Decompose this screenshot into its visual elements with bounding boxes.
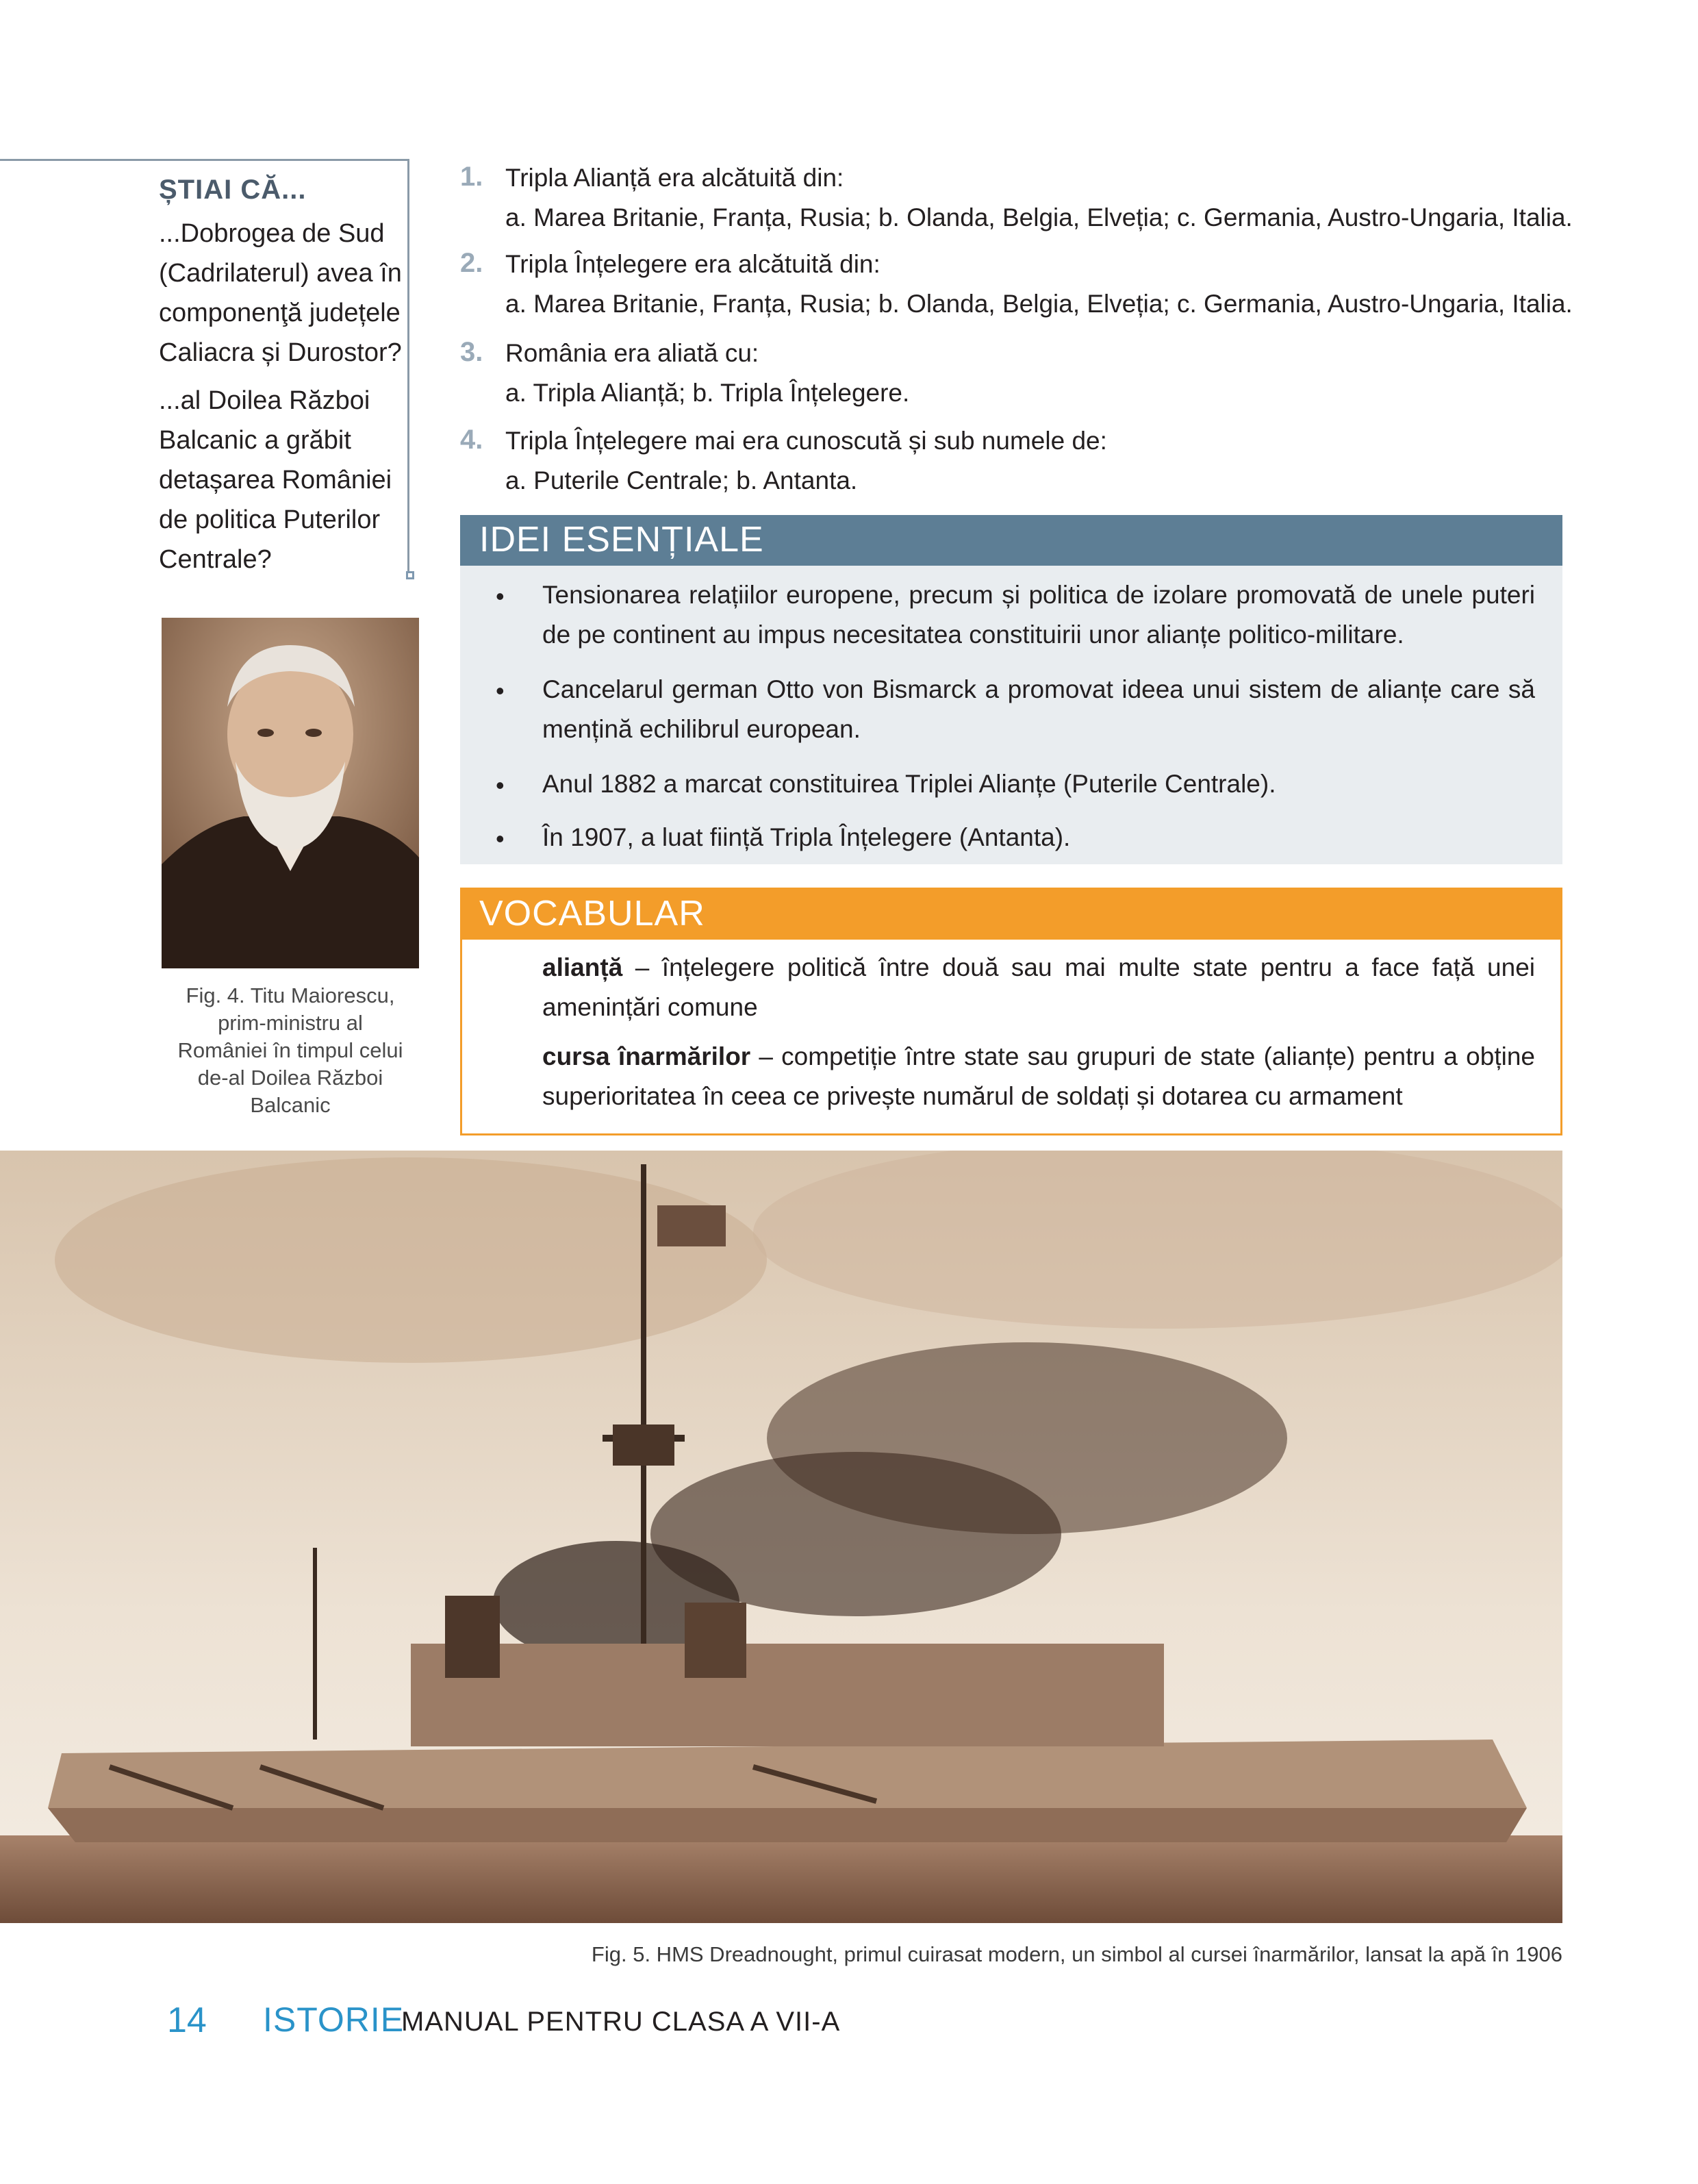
- caption-line: României în timpul celui: [177, 1038, 403, 1062]
- key-idea-item: Cancelarul german Otto von Bismarck a promovat ideea unui sistem de alianțe care să mențină echilibrul european.: [542, 675, 1535, 743]
- fact-line: componenţă județele: [159, 299, 401, 327]
- question-number: 1.: [460, 162, 483, 192]
- vocabulary-term: cursa înarmărilor: [542, 1042, 751, 1070]
- question-text: Tripla Înțelegere mai era cunoscută și sub numele de:: [505, 427, 1107, 455]
- did-you-know-fact-2: [159, 381, 419, 579]
- question-number: 2.: [460, 248, 483, 278]
- caption-line: de-al Doilea Război: [197, 1066, 383, 1090]
- key-idea-item: Tensionarea relațiilor europene, precum și politica de izolare promovată de unele puteri de pe continent au impus necesitatea constituirii unor alianțe politico-militare.: [542, 581, 1535, 649]
- fig4-caption: [156, 982, 424, 1119]
- question-number: 3.: [460, 337, 483, 367]
- portrait-photo: [162, 618, 419, 968]
- page-number: 14: [167, 2000, 207, 2040]
- key-idea-item: Anul 1882 a marcat constituirea Triplei Alianțe (Puterile Centrale).: [542, 770, 1276, 798]
- caption-line: prim-ministru al: [218, 1011, 363, 1035]
- question-number: 4.: [460, 425, 483, 455]
- vocabulary-entry: [542, 948, 1535, 1027]
- fact-line: Balcanic a grăbit: [159, 426, 351, 455]
- caption-line: Balcanic: [250, 1093, 331, 1117]
- fact-line: de politica Puterilor: [159, 505, 381, 534]
- bullet-icon: •: [496, 582, 505, 610]
- question-options: a. Marea Britanie, Franța, Rusia; b. Olanda, Belgia, Elveția; c. Germania, Austro-Ungaria, Italia.: [505, 203, 1573, 231]
- did-you-know-fact-1: [159, 214, 419, 373]
- vocabulary-definition: – înțelegere politică între două sau mai multe state pentru a face față unei amenințări comune: [542, 953, 1535, 1021]
- question-text: România era aliată cu:: [505, 339, 759, 367]
- caption-line: Fig. 4. Titu Maiorescu,: [186, 983, 395, 1007]
- fact-line: (Cadrilaterul) avea în: [159, 259, 402, 288]
- fact-line: Centrale?: [159, 545, 272, 574]
- bullet-icon: •: [496, 677, 505, 705]
- vocabulary-title: VOCABULAR: [479, 894, 705, 933]
- book-subtitle: MANUAL PENTRU CLASA A VII-A: [401, 2007, 841, 2037]
- key-idea-item: În 1907, a luat ființă Tripla Înțelegere (Antanta).: [542, 823, 1071, 851]
- question-text: Tripla Alianță era alcătuită din:: [505, 164, 844, 192]
- did-you-know-title: ȘTIAI CĂ...: [159, 175, 307, 205]
- battleship-illustration: [0, 1151, 1562, 1923]
- vocabulary-term: alianță: [542, 953, 623, 981]
- fig5-caption: Fig. 5. HMS Dreadnought, primul cuirasat modern, un simbol al cursei înarmărilor, lansat la apă în 1906: [591, 1942, 1562, 1966]
- question-text: Tripla Înțelegere era alcătuită din:: [505, 250, 880, 278]
- question-options: a. Puterile Centrale; b. Antanta.: [505, 466, 858, 494]
- portrait-illustration: [162, 618, 419, 968]
- vocabulary-entry: [542, 1037, 1535, 1116]
- book-subject: ISTORIE: [263, 2000, 405, 2039]
- fact-line: ...Dobrogea de Sud: [159, 219, 385, 248]
- fact-line: Caliacra și Durostor?: [159, 338, 402, 367]
- key-ideas-title: IDEI ESENȚIALE: [479, 520, 764, 560]
- dreadnought-photo: [0, 1151, 1562, 1923]
- question-options: a. Marea Britanie, Franța, Rusia; b. Olanda, Belgia, Elveția; c. Germania, Austro-Ungaria, Italia.: [505, 290, 1573, 318]
- bullet-icon: •: [496, 771, 505, 799]
- fact-line: ...al Doilea Război: [159, 386, 370, 415]
- bullet-icon: •: [496, 825, 505, 853]
- question-options: a. Tripla Alianță; b. Tripla Înțelegere.: [505, 379, 910, 407]
- fact-line: detașarea României: [159, 466, 392, 494]
- vocabulary-definition: – competiție între state sau grupuri de state (alianțe) pentru a obține superioritatea în ceea ce privește numărul de soldați și dotarea cu armament: [542, 1042, 1535, 1110]
